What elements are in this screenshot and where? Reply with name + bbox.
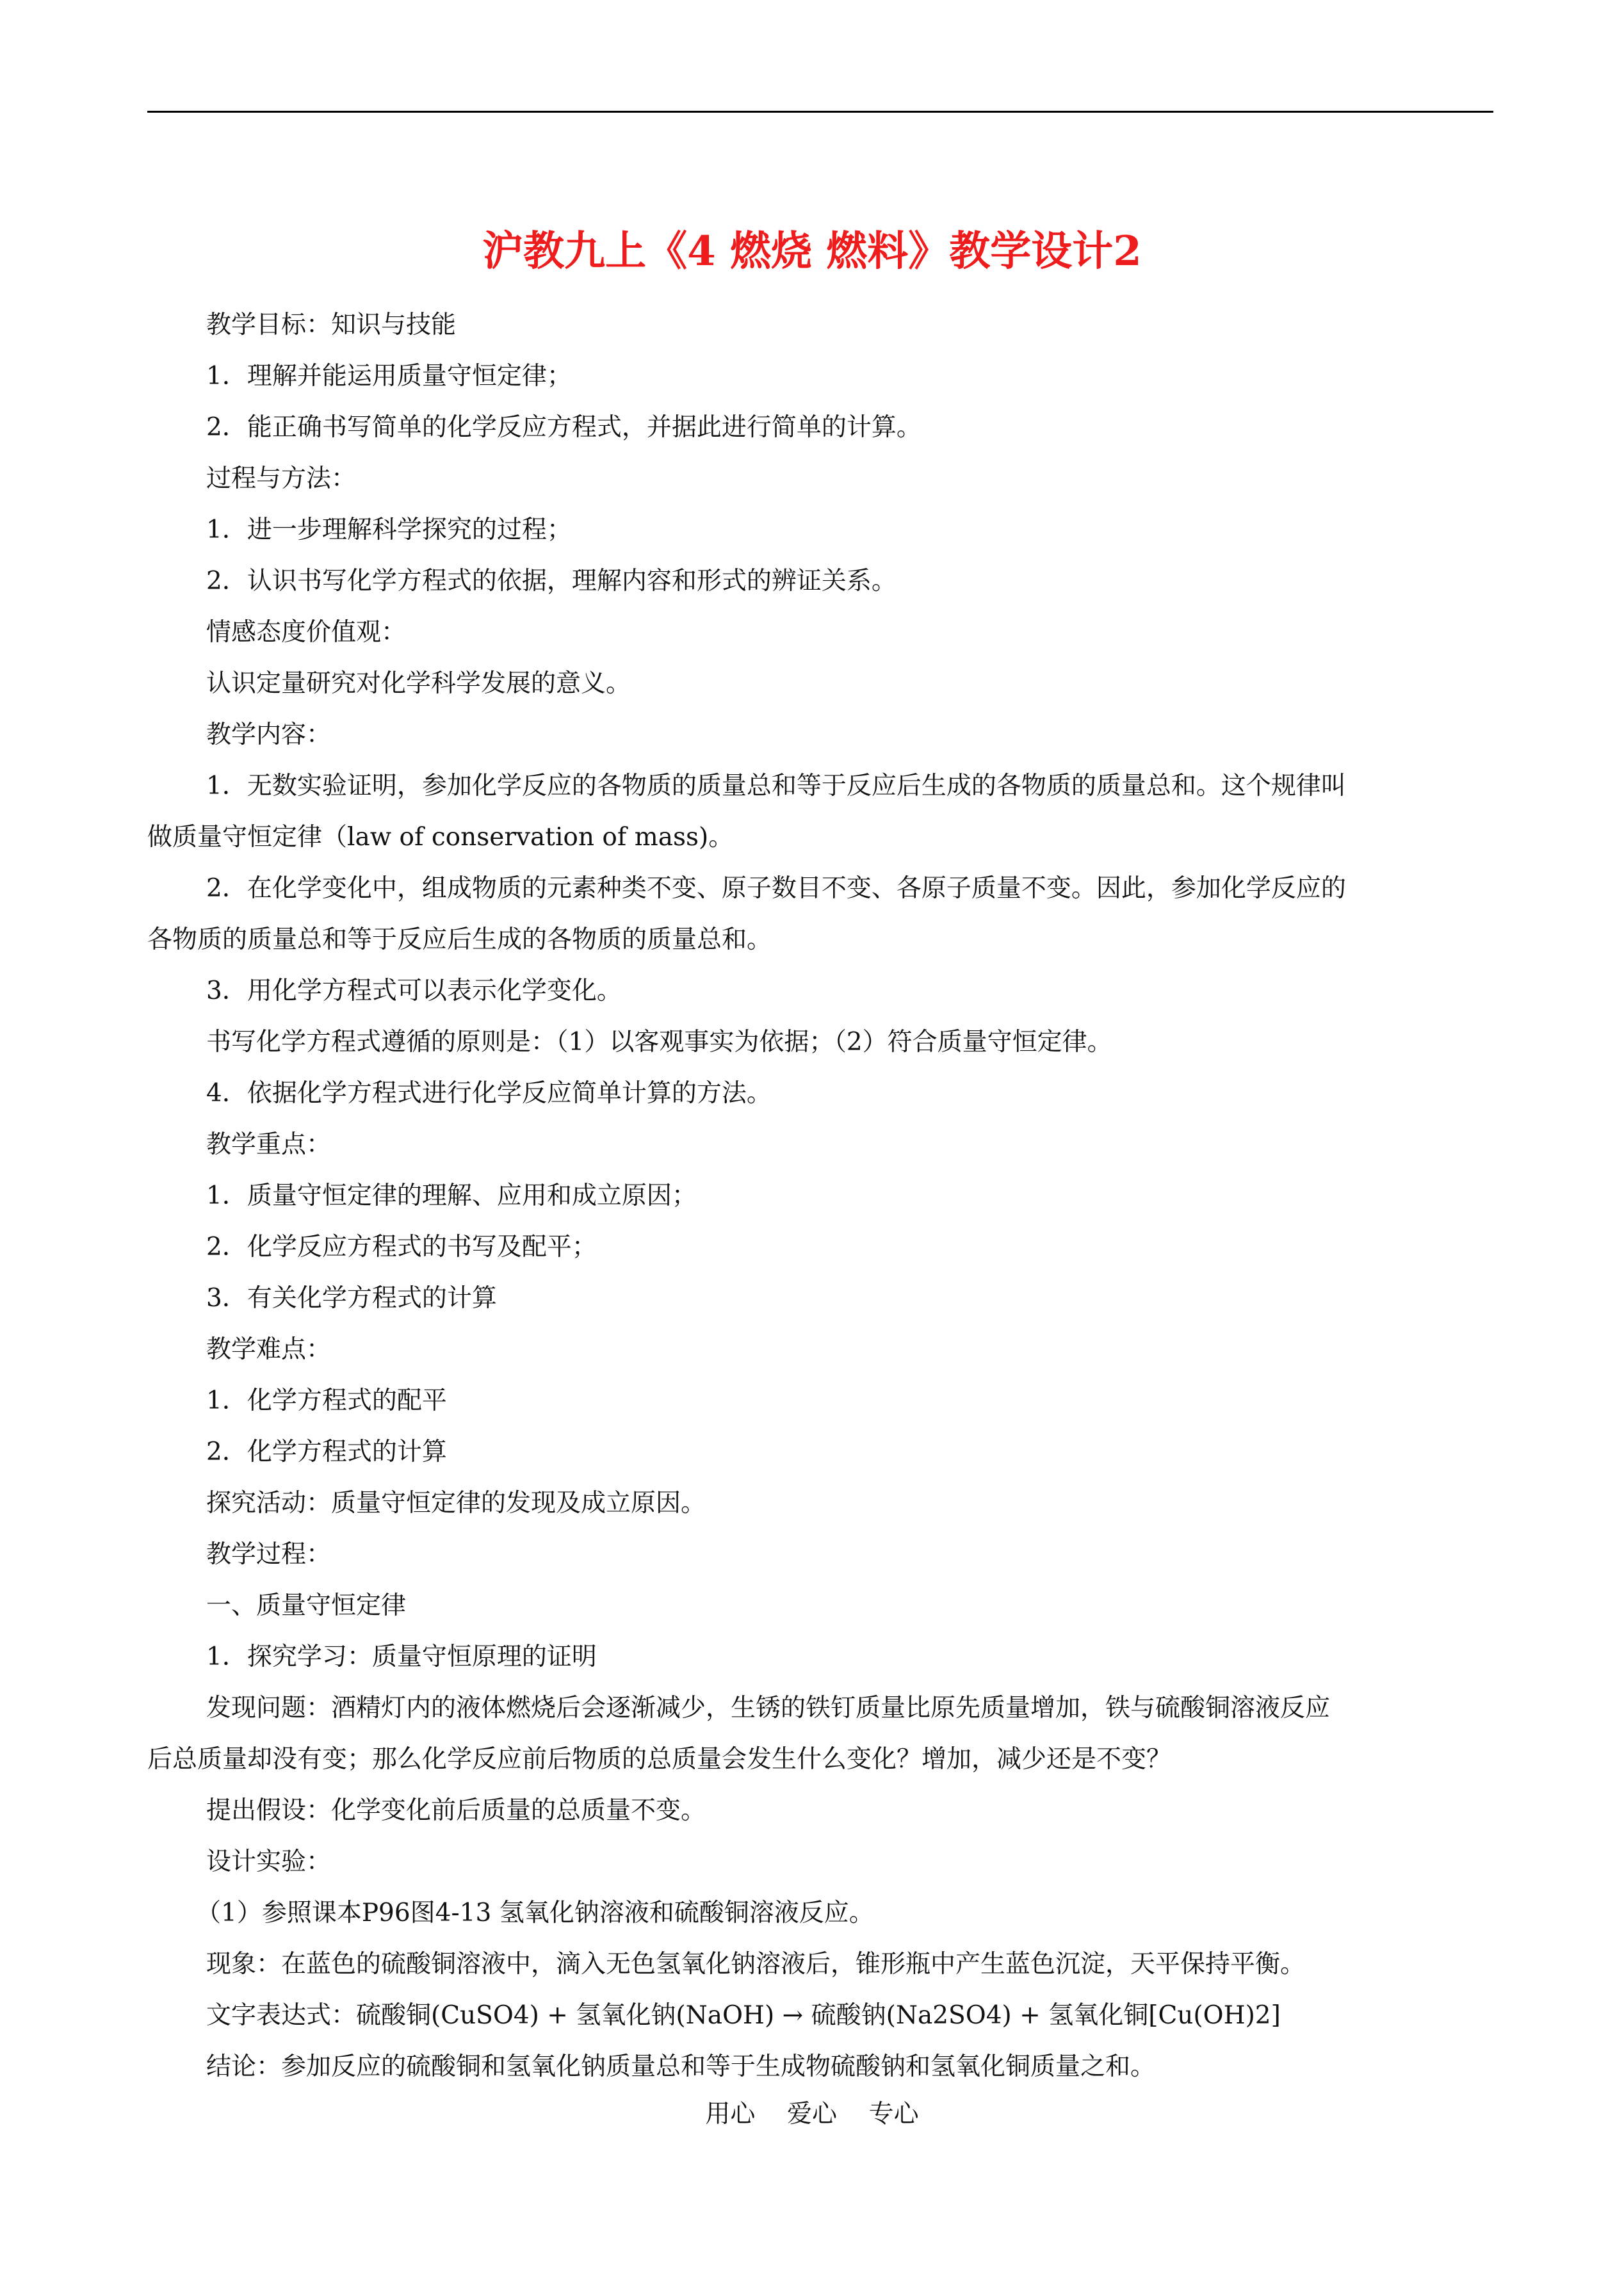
paragraph-line: 设计实验： <box>206 1847 332 1876</box>
paragraph-line: 探究活动：质量守恒定律的发现及成立原因。 <box>206 1489 706 1518</box>
paragraph-line: 教学重点： <box>206 1130 332 1159</box>
paragraph-line: 过程与方法： <box>206 464 357 493</box>
paragraph-line: 教学目标：知识与技能 <box>206 311 457 339</box>
paragraph-line: 各物质的质量总和等于反应后生成的各物质的质量总和。 <box>147 925 772 954</box>
paragraph-line: 文字表达式：硫酸铜(CuSO4) + 氢氧化钠(NaOH) → 硫酸钠(Na2SO4) + 氢氧化铜[Cu(OH)2] <box>206 2001 1281 2030</box>
paragraph-line: 2．能正确书写简单的化学反应方程式，并据此进行简单的计算。 <box>206 413 922 442</box>
paragraph-line: 做质量守恒定律（law of conservation of mass)。 <box>147 823 734 852</box>
paragraph-line: 一、质量守恒定律 <box>206 1591 407 1620</box>
paragraph-line: 发现问题：酒精灯内的液体燃烧后会逐渐减少，生锈的铁钉质量比原先质量增加，铁与硫酸铜溶液反应 <box>206 1694 1331 1723</box>
paragraph-line: 1．进一步理解科学探究的过程； <box>206 515 572 544</box>
paragraph-line: 书写化学方程式遵循的原则是：（1）以客观事实为依据；（2）符合质量守恒定律。 <box>206 1028 1112 1057</box>
paragraph-line: 教学过程： <box>206 1540 332 1569</box>
paragraph-line: 后总质量却没有变；那么化学反应前后物质的总质量会发生什么变化？增加，减少还是不变？ <box>147 1745 1172 1774</box>
paragraph-line: 2．化学反应方程式的书写及配平； <box>206 1233 597 1261</box>
paragraph-line: 1．无数实验证明，参加化学反应的各物质的质量总和等于反应后生成的各物质的质量总和。这个规律叫 <box>206 772 1346 800</box>
paragraph-line: 1．探究学习：质量守恒原理的证明 <box>206 1642 597 1671</box>
page-footer: 用心 爱心 专心 <box>705 2100 919 2129</box>
page-title: 沪教九上《4 燃烧 燃料》教学设计2 <box>482 227 1142 275</box>
paragraph-line: 2．在化学变化中，组成物质的元素种类不变、原子数目不变、各原子质量不变。因此，参加化学反应的 <box>206 874 1346 903</box>
paragraph-line: 现象：在蓝色的硫酸铜溶液中，滴入无色氢氧化钠溶液后，锥形瓶中产生蓝色沉淀，天平保持平衡。 <box>206 1950 1306 1979</box>
paragraph-line: 1．理解并能运用质量守恒定律； <box>206 362 572 391</box>
paragraph-line: 3．用化学方程式可以表示化学变化。 <box>206 977 622 1005</box>
document-body <box>147 300 1493 2093</box>
paragraph-line: 1．化学方程式的配平 <box>206 1386 447 1415</box>
paragraph-line: 提出假设：化学变化前后质量的总质量不变。 <box>206 1796 706 1825</box>
paragraph-line: 2．认识书写化学方程式的依据，理解内容和形式的辨证关系。 <box>206 567 897 596</box>
paragraph-line: 教学内容： <box>206 720 332 749</box>
paragraph-line: 认识定量研究对化学科学发展的意义。 <box>206 669 631 698</box>
paragraph-line: 教学难点： <box>206 1335 332 1364</box>
paragraph-line: 3．有关化学方程式的计算 <box>206 1284 497 1313</box>
header-rule <box>147 111 1493 113</box>
paragraph-line: 4．依据化学方程式进行化学反应简单计算的方法。 <box>206 1079 772 1108</box>
paragraph-line: 结论：参加反应的硫酸铜和氢氧化钠质量总和等于生成物硫酸钠和氢氧化铜质量之和。 <box>206 2052 1156 2081</box>
paragraph-line: 情感态度价值观： <box>206 618 407 647</box>
paragraph-line: 2．化学方程式的计算 <box>206 1438 447 1466</box>
paragraph-line: （1）参照课本P96图4-13 氢氧化钠溶液和硫酸铜溶液反应。 <box>196 1899 874 1927</box>
paragraph-line: 1．质量守恒定律的理解、应用和成立原因； <box>206 1181 697 1210</box>
